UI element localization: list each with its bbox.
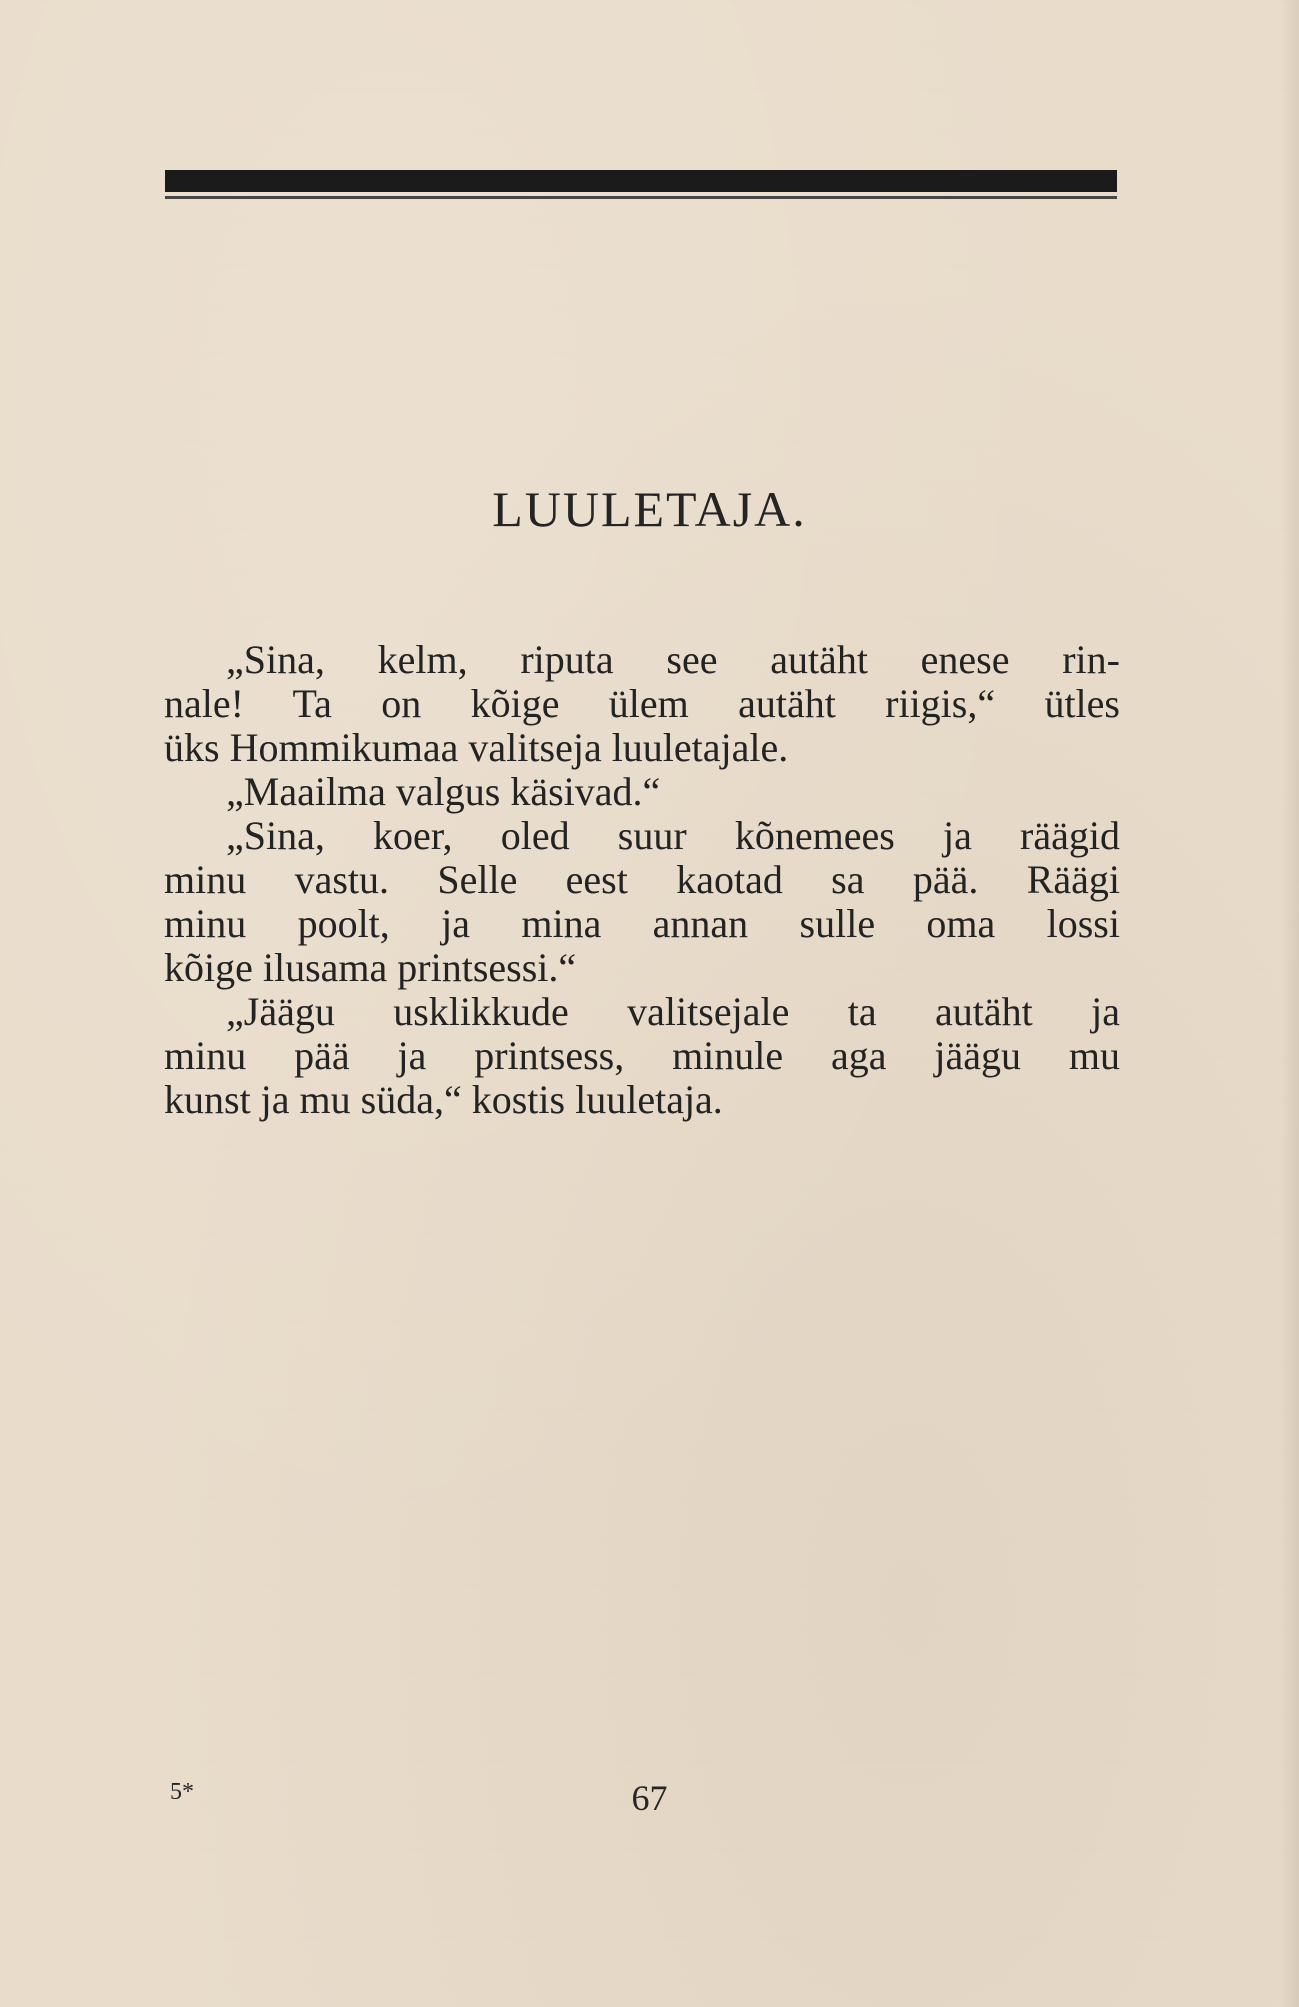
- text-line-2: nale! Ta on kõige ülem autäht riigis,“ ütles: [164, 681, 1120, 726]
- text-line-5: „Sina, koer, oled suur kõnemees ja räägid: [226, 813, 1120, 858]
- text-line-3: üks Hommikumaa valitseja luuletajale.: [164, 725, 789, 770]
- body-text: [164, 638, 1120, 1122]
- header-rule-thin: [165, 196, 1117, 199]
- text-line-4: „Maailma valgus käsivad.“: [226, 769, 661, 814]
- text-line-1: „Sina, kelm, riputa see autäht enese rin-: [226, 637, 1120, 682]
- page-edge-shadow: [1281, 0, 1299, 2007]
- printer-signature: 5*: [170, 1779, 194, 1805]
- text-line-7: minu poolt, ja mina annan sulle oma lossi: [164, 901, 1120, 946]
- poem-title: LUULETAJA.: [492, 481, 807, 537]
- page-footer: [0, 1780, 1299, 1830]
- page-number: 67: [631, 1778, 668, 1818]
- text-line-8: kõige ilusama printsessi.“: [164, 945, 577, 990]
- text-line-10: minu pää ja printsess, minule aga jäägu mu: [164, 1033, 1120, 1078]
- text-line-11: kunst ja mu süda,“ kostis luuletaja.: [164, 1077, 723, 1122]
- text-line-6: minu vastu. Selle eest kaotad sa pää. Räägi: [164, 857, 1120, 902]
- text-line-9: „Jäägu usklikkude valitsejale ta autäht ja: [226, 989, 1120, 1034]
- header-rule-thick: [165, 170, 1117, 192]
